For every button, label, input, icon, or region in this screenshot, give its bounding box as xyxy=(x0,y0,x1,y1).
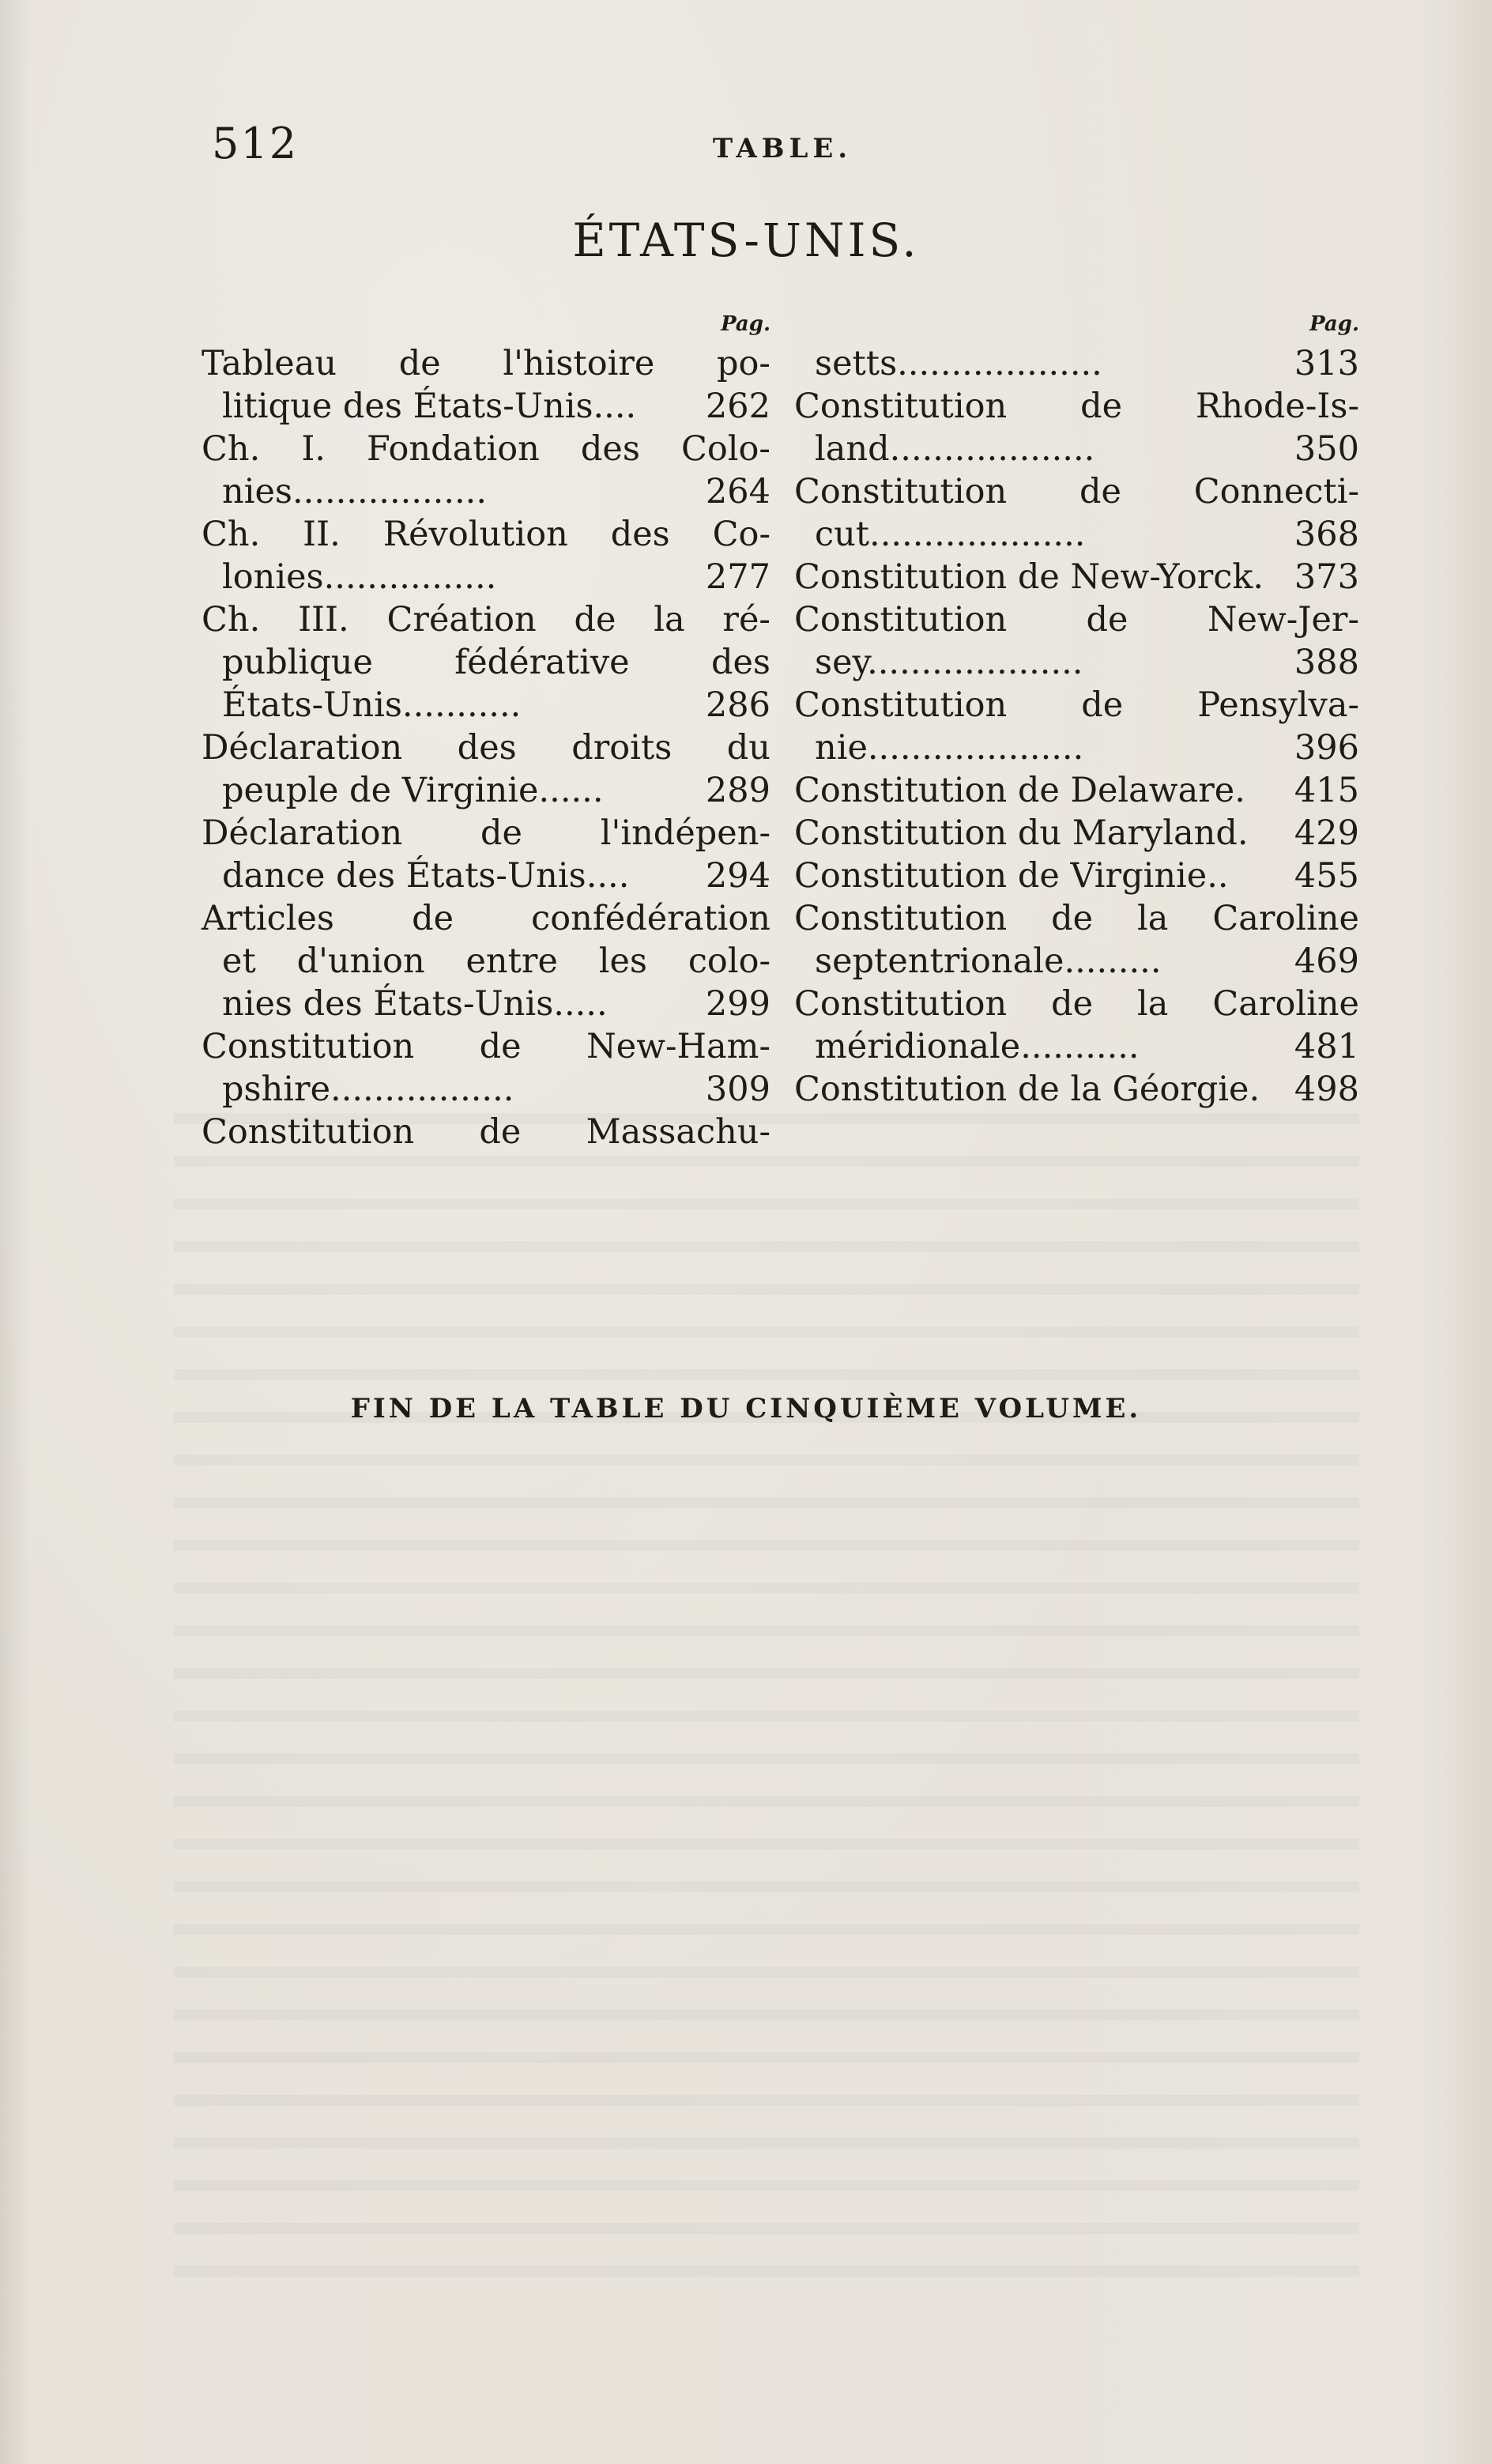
toc-line-text: Constitution de Delaware. xyxy=(794,771,1245,810)
toc-page-number: 262 xyxy=(705,387,770,426)
toc-line-text: Constitution de Pensylva- xyxy=(794,685,1359,725)
toc-page-number: 396 xyxy=(1294,728,1359,768)
toc-line xyxy=(794,812,1359,855)
toc-line-text: dance des États-Unis.... xyxy=(222,856,630,896)
toc-line-text: nies.................. xyxy=(222,472,487,511)
toc-line xyxy=(794,385,1359,428)
toc-line-text: nies des États-Unis..... xyxy=(222,984,608,1024)
toc-line xyxy=(202,428,770,470)
show-through-text xyxy=(174,1091,1359,2277)
toc-line-text: lonies................ xyxy=(222,557,497,597)
toc-line xyxy=(794,556,1359,598)
toc-line xyxy=(202,897,770,940)
toc-line-text: litique des États-Unis.... xyxy=(222,387,637,426)
toc-line xyxy=(202,940,770,983)
toc-line xyxy=(202,1025,770,1068)
toc-line xyxy=(794,726,1359,769)
toc-line-text: Constitution de New-Ham- xyxy=(202,1027,770,1066)
toc-line xyxy=(202,726,770,769)
toc-line-text: publique fédérative des xyxy=(222,643,770,682)
toc-line-text: Constitution de Rhode-Is- xyxy=(794,387,1359,426)
toc-page-number: 299 xyxy=(705,984,770,1024)
toc-page-number: 455 xyxy=(1294,856,1359,896)
toc-line xyxy=(794,983,1359,1025)
toc-line-text: Tableau de l'histoire po- xyxy=(202,344,770,383)
toc-page-number: 277 xyxy=(705,557,770,597)
toc-line xyxy=(202,812,770,855)
toc-line xyxy=(794,769,1359,812)
pag-label-left: Pag. xyxy=(721,312,770,336)
toc-line-text: sey.................... xyxy=(815,643,1083,682)
pag-label-right: Pag. xyxy=(1309,312,1359,336)
toc-line xyxy=(202,983,770,1025)
toc-page-number: 469 xyxy=(1294,941,1359,981)
toc-line-text: cut.................... xyxy=(815,515,1086,554)
toc-page-number: 481 xyxy=(1294,1027,1359,1066)
toc-line xyxy=(202,855,770,897)
colophon: FIN DE LA TABLE DU CINQUIÈME VOLUME. xyxy=(350,1393,1142,1424)
toc-line xyxy=(794,855,1359,897)
toc-line xyxy=(202,1068,770,1111)
toc-page-number: 294 xyxy=(705,856,770,896)
section-title: ÉTATS-UNIS. xyxy=(572,213,920,267)
toc-line xyxy=(794,428,1359,470)
toc-page-number: 373 xyxy=(1294,557,1359,597)
toc-line xyxy=(202,385,770,428)
toc-line xyxy=(202,1111,770,1153)
toc-line-text: Constitution de Massachu- xyxy=(202,1112,770,1152)
page-header xyxy=(205,119,1359,166)
toc-line-text: peuple de Virginie...... xyxy=(222,771,604,810)
toc-line-text: Constitution de la Caroline xyxy=(794,899,1359,938)
toc-line-text: nie.................... xyxy=(815,728,1084,768)
running-head: TABLE. xyxy=(712,133,853,164)
toc-line xyxy=(794,470,1359,513)
toc-line-text: Déclaration de l'indépen- xyxy=(202,813,770,853)
toc-line-text: Ch. II. Révolution des Co- xyxy=(202,515,770,554)
toc-line xyxy=(794,641,1359,684)
toc-line-text: États-Unis........... xyxy=(222,685,522,725)
toc-line-text: land................... xyxy=(815,429,1095,469)
toc-line-text: Constitution de New-Yorck. xyxy=(794,557,1264,597)
toc-page-number: 388 xyxy=(1294,643,1359,682)
toc-line-text: Ch. I. Fondation des Colo- xyxy=(202,429,770,469)
toc-page-number: 286 xyxy=(705,685,770,725)
toc-line-text: Constitution de Connecti- xyxy=(794,472,1359,511)
toc-line xyxy=(794,1025,1359,1068)
toc-line-text: setts................... xyxy=(815,344,1102,383)
toc-line xyxy=(794,684,1359,726)
toc-entries-left xyxy=(202,342,770,1153)
toc-line-text: et d'union entre les colo- xyxy=(222,941,770,981)
toc-page-number: 309 xyxy=(705,1070,770,1109)
toc-line xyxy=(202,342,770,385)
toc-line xyxy=(794,513,1359,556)
toc-page-number: 313 xyxy=(1294,344,1359,383)
toc-line xyxy=(202,556,770,598)
toc-line-text: pshire................. xyxy=(222,1070,514,1109)
toc-line-text: septentrionale......... xyxy=(815,941,1162,981)
page-number: 512 xyxy=(212,119,299,168)
toc-line-text: Constitution de la Caroline xyxy=(794,984,1359,1024)
toc-line-text: méridionale........... xyxy=(815,1027,1140,1066)
toc-page-number: 498 xyxy=(1294,1070,1359,1109)
toc-line xyxy=(794,1068,1359,1111)
toc-line-text: Constitution de la Géorgie. xyxy=(794,1070,1260,1109)
toc-line xyxy=(794,342,1359,385)
toc-page-number: 368 xyxy=(1294,515,1359,554)
toc-page-number: 264 xyxy=(705,472,770,511)
toc-line xyxy=(794,897,1359,940)
toc-page-number: 429 xyxy=(1294,813,1359,853)
toc-line-text: Ch. III. Création de la ré- xyxy=(202,600,770,640)
toc-line-text: Articles de confédération xyxy=(202,899,770,938)
toc-line-text: Constitution de New-Jer- xyxy=(794,600,1359,640)
toc-line-text: Déclaration des droits du xyxy=(202,728,770,768)
toc-line-text: Constitution de Virginie.. xyxy=(794,856,1229,896)
toc-entries-right xyxy=(794,342,1359,1111)
toc-line xyxy=(202,769,770,812)
toc-line xyxy=(202,598,770,641)
toc-page-number: 289 xyxy=(705,771,770,810)
toc-line xyxy=(794,598,1359,641)
toc-line-text: Constitution du Maryland. xyxy=(794,813,1249,853)
toc-line xyxy=(202,513,770,556)
toc-line xyxy=(202,470,770,513)
toc-line xyxy=(202,684,770,726)
toc-line xyxy=(202,641,770,684)
toc-page-number: 415 xyxy=(1294,771,1359,810)
toc-line xyxy=(794,940,1359,983)
toc-page-number: 350 xyxy=(1294,429,1359,469)
